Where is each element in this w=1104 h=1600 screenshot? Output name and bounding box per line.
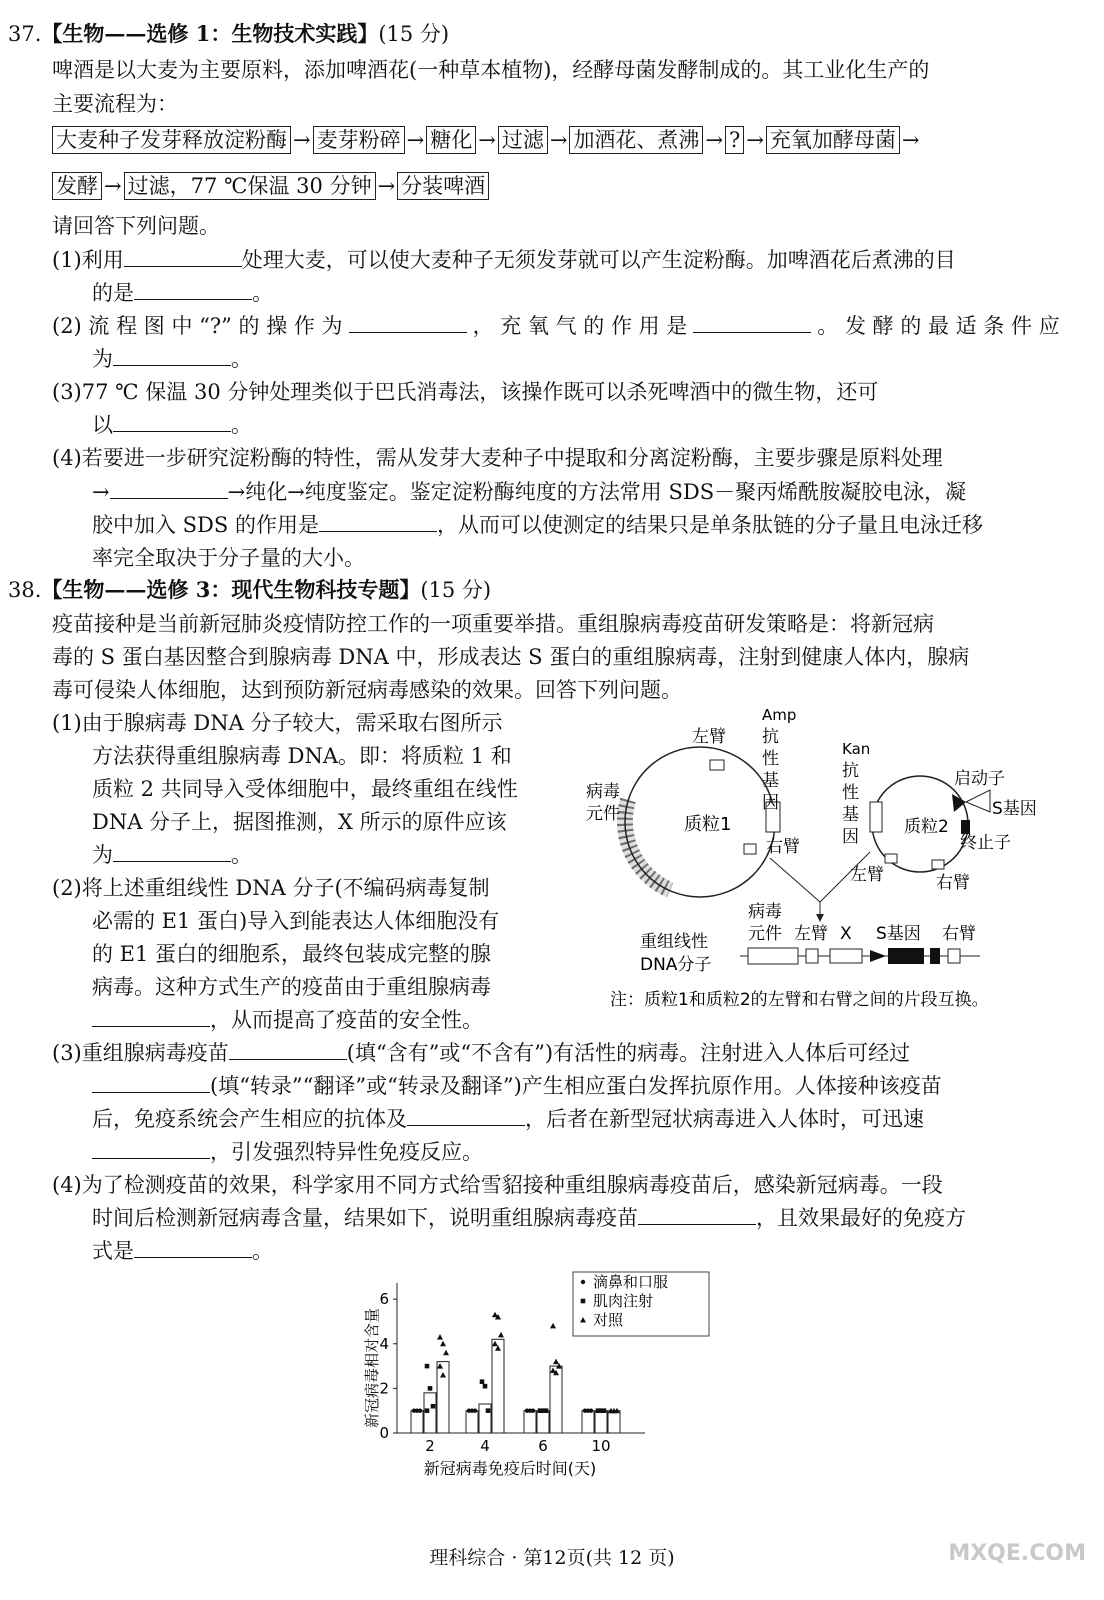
q38-part1-line5 bbox=[92, 839, 252, 871]
text: 。 发 酵 的 最 适 条 件 应 bbox=[817, 314, 1060, 338]
text: 。 bbox=[231, 843, 252, 867]
q38-intro-3: 毒可侵染人体细胞，达到预防新冠病毒感染的效果。回答下列问题。 bbox=[52, 678, 682, 702]
answer-blank[interactable] bbox=[319, 511, 437, 532]
q38-part1-line4: DNA 分子上，据图推测，X 所示的原件应该 bbox=[92, 810, 507, 834]
flow-arrow: → bbox=[377, 174, 396, 198]
virus-element-label: 元件 bbox=[586, 804, 620, 824]
y-tick-label: 6 bbox=[379, 1290, 389, 1309]
chart-x-axis-label: 新冠病毒免疫后时间(天) bbox=[423, 1459, 597, 1478]
linear-s-gene bbox=[888, 948, 924, 964]
kan-gene-label: 因 bbox=[842, 827, 859, 847]
flow-arrow: → bbox=[104, 174, 122, 198]
virus-content-bar-chart bbox=[355, 1268, 715, 1488]
linear-virus-label: 病毒 bbox=[748, 902, 782, 922]
flow-step: 大麦种子发芽释放淀粉酶 bbox=[52, 126, 291, 154]
q37-section-title: 【生物——选修 1：生物技术实践】 bbox=[41, 21, 379, 46]
q38-part1-line3: 质粒 2 共同导入受体细胞中，最终重组在线性 bbox=[92, 777, 518, 801]
data-point-square bbox=[480, 1379, 485, 1384]
bar-circle bbox=[411, 1411, 423, 1433]
q37-part4-line4: 率完全取决于分子量的大小。 bbox=[92, 546, 365, 570]
q38-section-title: 【生物——选修 3：现代生物科技专题】 bbox=[41, 577, 421, 602]
text: 的是 bbox=[92, 281, 134, 305]
data-point-triangle bbox=[440, 1341, 446, 1347]
q38-part2-line1: (2)将上述重组线性 DNA 分子(不编码病毒复制 bbox=[52, 876, 490, 900]
flow-step: 充氧加酵母菌 bbox=[766, 126, 900, 154]
text: (填“转录”“翻译”或“转录及翻译”)产生相应蛋白发挥抗原作用。人体接种该疫苗 bbox=[210, 1074, 942, 1098]
q37-flowchart-row2 bbox=[52, 170, 489, 202]
flow-arrow: → bbox=[549, 128, 568, 152]
y-tick-label: 0 bbox=[379, 1424, 389, 1442]
q37-part1-line1 bbox=[52, 244, 956, 276]
plasmid2-label: 质粒2 bbox=[904, 817, 949, 837]
linear-s-gene-label: S基因 bbox=[876, 924, 921, 944]
data-point-triangle bbox=[498, 1332, 504, 1338]
q38-part3-line1 bbox=[52, 1037, 910, 1069]
flow-step: 发酵 bbox=[52, 172, 102, 200]
data-point-triangle bbox=[550, 1323, 556, 1329]
x-tick-label: 4 bbox=[480, 1437, 490, 1455]
kan-resistance-gene bbox=[870, 802, 882, 832]
amp-gene-label: Amp bbox=[762, 706, 797, 724]
connector-line bbox=[770, 858, 820, 902]
flow-step: 过滤，77 ℃保温 30 分钟 bbox=[124, 172, 376, 200]
s-gene-label: S基因 bbox=[992, 799, 1037, 819]
promoter-label: 启动子 bbox=[954, 769, 1005, 789]
right-arm-label: 右臂 bbox=[766, 837, 800, 857]
plasmid2-right-arm bbox=[932, 860, 944, 869]
answer-blank[interactable] bbox=[124, 246, 242, 267]
q37-intro-1: 啤酒是以大麦为主要原料，添加啤酒花(一种草本植物)，经酵母菌发酵制成的。其工业化生产的 bbox=[52, 58, 930, 82]
virus-element-label: 病毒 bbox=[586, 782, 620, 802]
plasmid1-left-arm bbox=[710, 760, 724, 770]
diagram-note: 注：质粒1和质粒2的左臂和右臂之间的片段互换。 bbox=[610, 990, 989, 1010]
page-footer: 理科综合 · 第12页(共 12 页) bbox=[429, 1547, 675, 1569]
amp-gene-label: 抗 bbox=[762, 727, 779, 747]
legend-entry: 对照 bbox=[593, 1311, 624, 1329]
linear-x-label: X bbox=[840, 924, 852, 944]
q38-intro-1: 疫苗接种是当前新冠肺炎疫情防控工作的一项重要举措。重组腺病毒疫苗研发策略是：将新冠病 bbox=[52, 612, 934, 636]
text: → bbox=[92, 480, 110, 504]
q38-part3-line4 bbox=[92, 1136, 483, 1168]
y-tick-label: 4 bbox=[379, 1334, 389, 1353]
text: ，从而提高了疫苗的安全性。 bbox=[210, 1008, 483, 1032]
flow-step-unknown: ? bbox=[725, 126, 744, 154]
q37-part1-line2 bbox=[92, 277, 273, 309]
q38-part2-line5 bbox=[92, 1004, 483, 1036]
q38-number: 38. bbox=[8, 578, 42, 602]
text: ，从而可以使测定的结果只是单条肽链的分子量且电泳迁移 bbox=[436, 513, 983, 537]
flow-step: 糖化 bbox=[426, 126, 476, 154]
text: 。 bbox=[231, 347, 252, 371]
text: 胶中加入 SDS 的作用是 bbox=[92, 513, 319, 537]
chart-legend bbox=[573, 1272, 709, 1336]
q37-part3-line1: (3)77 ℃ 保温 30 分钟处理类似于巴氏消毒法，该操作既可以杀死啤酒中的微生物，还可 bbox=[52, 380, 879, 404]
q37-flowchart-row1 bbox=[52, 124, 922, 156]
flow-step: 麦芽粉碎 bbox=[313, 126, 405, 154]
left-arm-label: 左臂 bbox=[850, 865, 884, 885]
data-point-triangle bbox=[443, 1350, 449, 1356]
answer-blank[interactable] bbox=[92, 1138, 210, 1159]
amp-gene-label: 性 bbox=[762, 749, 779, 769]
answer-blank[interactable] bbox=[113, 345, 231, 366]
data-point-circle bbox=[418, 1408, 422, 1412]
text: 式是 bbox=[92, 1239, 134, 1263]
left-arm-label: 左臂 bbox=[692, 727, 726, 747]
text: ，且效果最好的免疫方 bbox=[756, 1206, 966, 1230]
linear-x-element bbox=[830, 949, 862, 963]
linear-terminator bbox=[930, 948, 940, 964]
linear-right-arm bbox=[948, 949, 960, 963]
q38-intro-2: 毒的 S 蛋白基因整合到腺病毒 DNA 中，形成表达 S 蛋白的重组腺病毒，注射到健康人体内，腺病 bbox=[52, 645, 970, 669]
flow-arrow: → bbox=[705, 128, 724, 152]
q38-part2-line3: 的 E1 蛋白的细胞系，最终包装成完整的腺 bbox=[92, 942, 492, 966]
text: (填“含有”或“不含有”)有活性的病毒。注射进入人体后可经过 bbox=[346, 1041, 911, 1065]
text: (2) 流 程 图 中 “?” 的 操 作 为 bbox=[52, 314, 343, 338]
kan-gene-label: Kan bbox=[842, 740, 871, 758]
linear-left-arm-label: 左臂 bbox=[794, 924, 828, 944]
bar-triangle bbox=[608, 1411, 620, 1433]
q38-part1-line1: (1)由于腺病毒 DNA 分子较大，需采取右图所示 bbox=[52, 711, 503, 735]
data-point-circle bbox=[589, 1408, 593, 1412]
linear-virus-element bbox=[748, 948, 798, 964]
bar-circle bbox=[524, 1411, 536, 1433]
flow-arrow: → bbox=[406, 128, 425, 152]
q38-score: (15 分) bbox=[420, 578, 492, 602]
q38-part1-line2: 方法获得重组腺病毒 DNA。即：将质粒 1 和 bbox=[92, 744, 512, 768]
flow-arrow: → bbox=[293, 128, 311, 152]
text: 以 bbox=[92, 413, 113, 437]
right-arm-label: 右臂 bbox=[936, 873, 970, 893]
data-point-circle bbox=[473, 1408, 477, 1412]
linear-left-arm bbox=[806, 949, 818, 963]
data-point-square bbox=[425, 1364, 430, 1369]
data-point-triangle bbox=[437, 1334, 443, 1340]
bar-square bbox=[595, 1411, 607, 1433]
q37-prompt: 请回答下列问题。 bbox=[52, 214, 220, 238]
linear-right-arm-label: 右臂 bbox=[942, 924, 976, 944]
s-gene-block bbox=[961, 820, 970, 834]
kan-gene-label: 基 bbox=[842, 805, 859, 825]
bar-triangle bbox=[492, 1339, 504, 1433]
q37-header-line bbox=[8, 18, 449, 50]
linear-dna-label: DNA分子 bbox=[640, 955, 712, 975]
arrow-head bbox=[816, 914, 824, 922]
kan-gene-label: 抗 bbox=[842, 761, 859, 781]
text: →纯化→纯度鉴定。鉴定淀粉酶纯度的方法常用 SDS－聚丙烯酰胺凝胶电泳，凝 bbox=[227, 480, 967, 504]
answer-blank[interactable] bbox=[638, 1204, 756, 1225]
kan-gene-label: 性 bbox=[842, 783, 859, 803]
bar-square bbox=[537, 1411, 549, 1433]
plasmid2-left-arm bbox=[885, 854, 897, 863]
answer-blank[interactable] bbox=[92, 1072, 210, 1093]
text: 处理大麦，可以使大麦种子无须发芽就可以产生淀粉酶。加啤酒花后煮沸的目 bbox=[241, 248, 956, 272]
text: ，引发强烈特异性免疫反应。 bbox=[210, 1140, 483, 1164]
data-point-square bbox=[486, 1408, 491, 1413]
data-point-square bbox=[425, 1408, 430, 1413]
q37-part4-line2 bbox=[92, 476, 966, 508]
answer-blank[interactable] bbox=[693, 312, 811, 333]
q38-part3-line3 bbox=[92, 1103, 924, 1135]
q37-part4-line3 bbox=[92, 509, 983, 541]
flow-arrow: → bbox=[746, 128, 764, 152]
text: 。 bbox=[231, 413, 252, 437]
bar-circle bbox=[466, 1411, 478, 1433]
flow-step: 加酒花、煮沸 bbox=[569, 126, 703, 154]
plasmid-recombination-diagram bbox=[580, 702, 1080, 1022]
answer-blank[interactable] bbox=[92, 1006, 210, 1027]
linear-dna-label: 重组线性 bbox=[640, 932, 708, 952]
data-point-square bbox=[544, 1408, 549, 1413]
answer-blank[interactable] bbox=[229, 1039, 347, 1060]
linear-promoter bbox=[870, 950, 886, 962]
q37-part2-line2 bbox=[92, 343, 252, 375]
plasmid1-label: 质粒1 bbox=[684, 814, 732, 835]
text: (3)重组腺病毒疫苗 bbox=[52, 1041, 229, 1065]
data-point-square bbox=[483, 1384, 488, 1389]
answer-blank[interactable] bbox=[110, 478, 228, 499]
data-point-square bbox=[581, 1299, 586, 1304]
bar-triangle bbox=[550, 1366, 562, 1433]
text: 后，免疫系统会产生相应的抗体及 bbox=[92, 1107, 407, 1131]
expression-cassette-outline bbox=[966, 790, 990, 812]
x-tick-label: 6 bbox=[538, 1437, 548, 1455]
text: 。 bbox=[252, 1239, 273, 1263]
answer-blank[interactable] bbox=[113, 411, 231, 432]
legend-entry: 肌肉注射 bbox=[593, 1292, 654, 1310]
q37-part4-line1: (4)若要进一步研究淀粉酶的特性，需从发芽大麦种子中提取和分离淀粉酶，主要步骤是原料处理 bbox=[52, 446, 943, 470]
q38-header-line bbox=[8, 574, 491, 606]
y-tick-label: 2 bbox=[379, 1379, 389, 1398]
q37-part3-line2 bbox=[92, 409, 252, 441]
chart-y-axis-label: 新冠病毒相对含量 bbox=[363, 1307, 381, 1429]
q37-intro-2: 主要流程为： bbox=[52, 92, 178, 116]
q37-score: (15 分) bbox=[378, 22, 450, 46]
x-tick-label: 2 bbox=[425, 1437, 435, 1455]
amp-gene-label: 因 bbox=[762, 793, 779, 813]
flow-step: 过滤 bbox=[498, 126, 548, 154]
x-tick-label: 10 bbox=[591, 1437, 611, 1455]
text: 时间后检测新冠病毒含量，结果如下，说明重组腺病毒疫苗 bbox=[92, 1206, 638, 1230]
answer-blank[interactable] bbox=[349, 312, 467, 333]
q37-number: 37. bbox=[8, 22, 42, 46]
data-point-circle bbox=[531, 1408, 535, 1412]
data-point-square bbox=[431, 1404, 436, 1409]
q38-part4-line2 bbox=[92, 1202, 966, 1234]
bar-square bbox=[479, 1404, 491, 1433]
q37-part2-line1 bbox=[52, 310, 1060, 342]
text: 为 bbox=[92, 347, 113, 371]
answer-blank[interactable] bbox=[407, 1105, 525, 1126]
amp-gene-label: 基 bbox=[762, 771, 779, 791]
data-point-circle bbox=[581, 1280, 585, 1284]
site-watermark: MXQE.COM bbox=[948, 1541, 1086, 1566]
plasmid1-right-arm bbox=[744, 844, 756, 854]
data-point-square bbox=[602, 1408, 607, 1413]
answer-blank[interactable] bbox=[113, 841, 231, 862]
q38-part4-line1: (4)为了检测疫苗的效果，科学家用不同方式给雪貂接种重组腺病毒疫苗后，感染新冠病毒。一段 bbox=[52, 1173, 943, 1197]
q38-part4-line3 bbox=[92, 1235, 273, 1267]
data-point-square bbox=[428, 1386, 433, 1391]
q38-part2-line2: 必需的 E1 蛋白)导入到能表达人体细胞没有 bbox=[92, 909, 500, 933]
flow-arrow: → bbox=[901, 128, 920, 152]
legend-entry: 滴鼻和口服 bbox=[593, 1273, 669, 1291]
terminator-label: 终止子 bbox=[960, 833, 1011, 853]
answer-blank[interactable] bbox=[134, 1237, 252, 1258]
linear-virus-label: 元件 bbox=[748, 924, 782, 944]
answer-blank[interactable] bbox=[134, 279, 252, 300]
flow-step: 分装啤酒 bbox=[397, 172, 489, 200]
text: ， 充 氧 气 的 作 用 是 bbox=[472, 314, 688, 338]
bar-circle bbox=[582, 1411, 594, 1433]
q38-part3-line2 bbox=[92, 1070, 942, 1102]
text: (1)利用 bbox=[52, 248, 124, 272]
text: ，后者在新型冠状病毒进入人体时，可迅速 bbox=[525, 1107, 924, 1131]
flow-arrow: → bbox=[478, 128, 496, 152]
text: 为 bbox=[92, 843, 113, 867]
data-point-triangle bbox=[553, 1359, 559, 1365]
q38-part2-line4: 病毒。这种方式生产的疫苗由于重组腺病毒 bbox=[92, 975, 491, 999]
text: 。 bbox=[252, 281, 273, 305]
